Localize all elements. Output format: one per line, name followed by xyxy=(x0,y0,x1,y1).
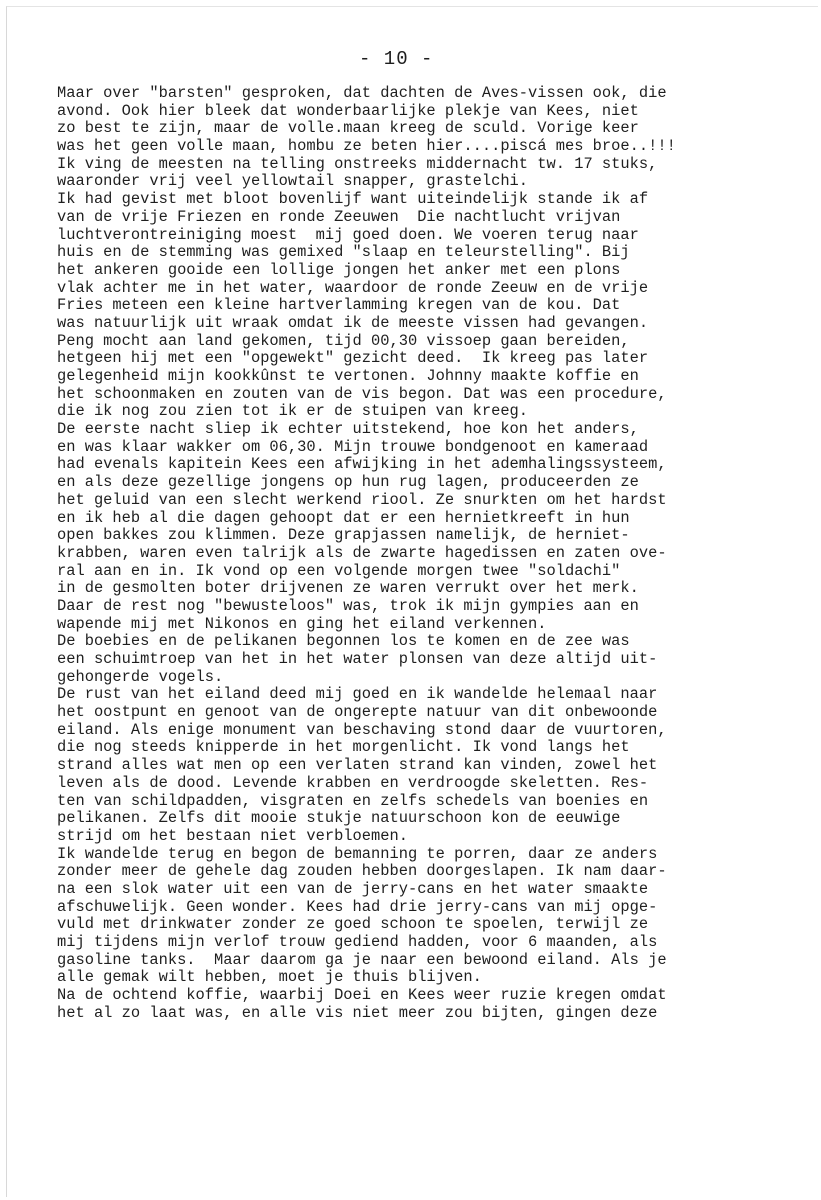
text-line: leven als de dood. Levende krabben en verdroogde skeletten. Res- xyxy=(57,774,649,792)
text-line: het al zo laat was, en alle vis niet meer zou bijten, gingen deze xyxy=(57,1004,658,1022)
text-line: ten van schildpadden, visgraten en zelfs schedels van boenies en xyxy=(57,792,649,810)
text-line: wapende mij met Nikonos en ging het eiland verkennen. xyxy=(57,615,547,633)
text-line: De boebies en de pelikanen begonnen los te komen en de zee was xyxy=(57,633,630,651)
text-line: gelegenheid mijn kookkûnst te vertonen. Johnny maakte koffie en xyxy=(57,368,639,385)
text-line: een schuimtroep van het in het water plonsen van deze altijd uit- xyxy=(57,651,658,668)
text-line: pelikanen. Zelfs dit mooie stukje natuurschoon kon de eeuwige xyxy=(57,810,621,828)
text-line: Fries meteen een kleine hartverlamming kregen van de kou. Dat xyxy=(57,297,621,315)
text-line: die nog steeds knipperde in het morgenlicht. Ik vond langs het xyxy=(57,739,630,757)
text-line: die ik nog zou zien tot ik er de stuipen van kreeg. xyxy=(57,403,529,421)
text-line: en als deze gezellige jongens op hun rug lagen, produceerden ze xyxy=(57,474,639,492)
page-number: - 10 - xyxy=(359,48,434,70)
text-line: alle gemak wilt hebben, moet je thuis blijven. xyxy=(57,969,482,987)
text-line: vuld met drinkwater zonder ze goed schoon te spoelen, terwijl ze xyxy=(57,916,649,934)
text-line: strijd om het bestaan niet verbloemen. xyxy=(57,827,408,845)
text-line: hetgeen hij met een "opgewekt" gezicht deed. Ik kreeg pas later xyxy=(57,350,649,368)
text-line: gehongerde vogels. xyxy=(57,668,224,686)
text-line: Na de ochtend koffie, waarbij Doei en Kees weer ruzie kregen omdat xyxy=(57,987,667,1005)
text-line: het oostpunt en genoot van de ongerepte natuur van dit onbewoonde xyxy=(57,704,658,722)
text-line: zo best te zijn, maar de volle.maan kreeg de sculd. Vorige keer xyxy=(57,120,639,138)
text-line: Daar de rest nog "bewusteloos" was, trok ik mijn gympies aan en xyxy=(57,597,639,615)
text-line: Peng mocht aan land gekomen, tijd 00,30 vissoep gaan bereiden, xyxy=(57,332,630,350)
text-line: avond. Ook hier bleek dat wonderbaarlijke plekje van Kees, niet xyxy=(57,102,639,120)
text-line: Ik wandelde terug en begon de bemanning te porren, daar ze anders xyxy=(57,845,658,863)
text-line: waaronder vrij veel yellowtail snapper, grastelchi. xyxy=(57,173,529,191)
text-line: mij tijdens mijn verlof trouw gediend hadden, voor 6 maanden, als xyxy=(57,934,658,951)
text-line: eiland. Als enige monument van beschaving stond daar de vuurtoren, xyxy=(57,721,667,739)
text-line: Maar over "barsten" gesproken, dat dachten de Aves-vissen ook, die xyxy=(57,85,667,102)
text-line: was het geen volle maan, hombu ze beten hier....piscá mes broe..!!! xyxy=(57,138,676,156)
text-line: het ankeren gooide een lollige jongen het anker met een plons xyxy=(57,261,621,279)
text-line: afschuwelijk. Geen wonder. Kees had drie jerry-cans van mij opge- xyxy=(57,898,658,916)
text-line: was natuurlijk uit wraak omdat ik de meeste vissen had gevangen. xyxy=(57,314,649,332)
text-line: krabben, waren even talrijk als de zwarte hagedissen en zaten ove- xyxy=(57,544,667,562)
text-line: van de vrije Friezen en ronde Zeeuwen Die nachtlucht vrijvan xyxy=(57,208,621,226)
document-page xyxy=(6,6,818,1197)
text-line: Ik ving de meesten na telling onstreeks middernacht tw. 17 stuks, xyxy=(57,155,658,173)
text-line: open bakkes zou klimmen. Deze grapjassen namelijk, de herniet- xyxy=(57,527,630,545)
text-line: in de gesmolten boter drijvenen ze waren verrukt over het merk. xyxy=(57,580,639,598)
text-line: het schoonmaken en zouten van de vis begon. Dat was een procedure, xyxy=(57,385,667,403)
text-line: gasoline tanks. Maar daarom ga je naar een bewoond eiland. Als je xyxy=(57,951,667,969)
text-line: zonder meer de gehele dag zouden hebben doorgeslapen. Ik nam daar- xyxy=(57,863,667,881)
text-line: het geluid van een slecht werkend riool. Ze snurkten om het hardst xyxy=(57,491,667,509)
text-line: Ik had gevist met bloot bovenlijf want uiteindelijk stande ik af xyxy=(57,191,649,209)
text-line: had evenals kapitein Kees een afwijking in het ademhalingssysteem, xyxy=(57,456,667,474)
text-line: na een slok water uit een van de jerry-cans en het water smaakte xyxy=(57,880,649,898)
text-line: huis en de stemming was gemixed "slaap en teleurstelling". Bij xyxy=(57,244,630,262)
text-line: De rust van het eiland deed mij goed en ik wandelde helemaal naar xyxy=(57,686,658,704)
body-text xyxy=(57,85,807,1022)
text-line: ral aan en in. Ik vond op een volgende morgen twee "soldachi" xyxy=(57,562,621,580)
text-line: en ik heb al die dagen gehoopt dat er een hernietkreeft in hun xyxy=(57,509,630,527)
text-line: luchtverontreiniging moest mij goed doen. We voeren terug naar xyxy=(57,226,639,244)
text-line: en was klaar wakker om 06,30. Mijn trouwe bondgenoot en kameraad xyxy=(57,438,649,456)
text-line: strand alles wat men op een verlaten strand kan vinden, zowel het xyxy=(57,757,658,775)
text-line: vlak achter me in het water, waardoor de ronde Zeeuw en de vrije xyxy=(57,279,649,297)
text-line: De eerste nacht sliep ik echter uitstekend, hoe kon het anders, xyxy=(57,421,639,439)
